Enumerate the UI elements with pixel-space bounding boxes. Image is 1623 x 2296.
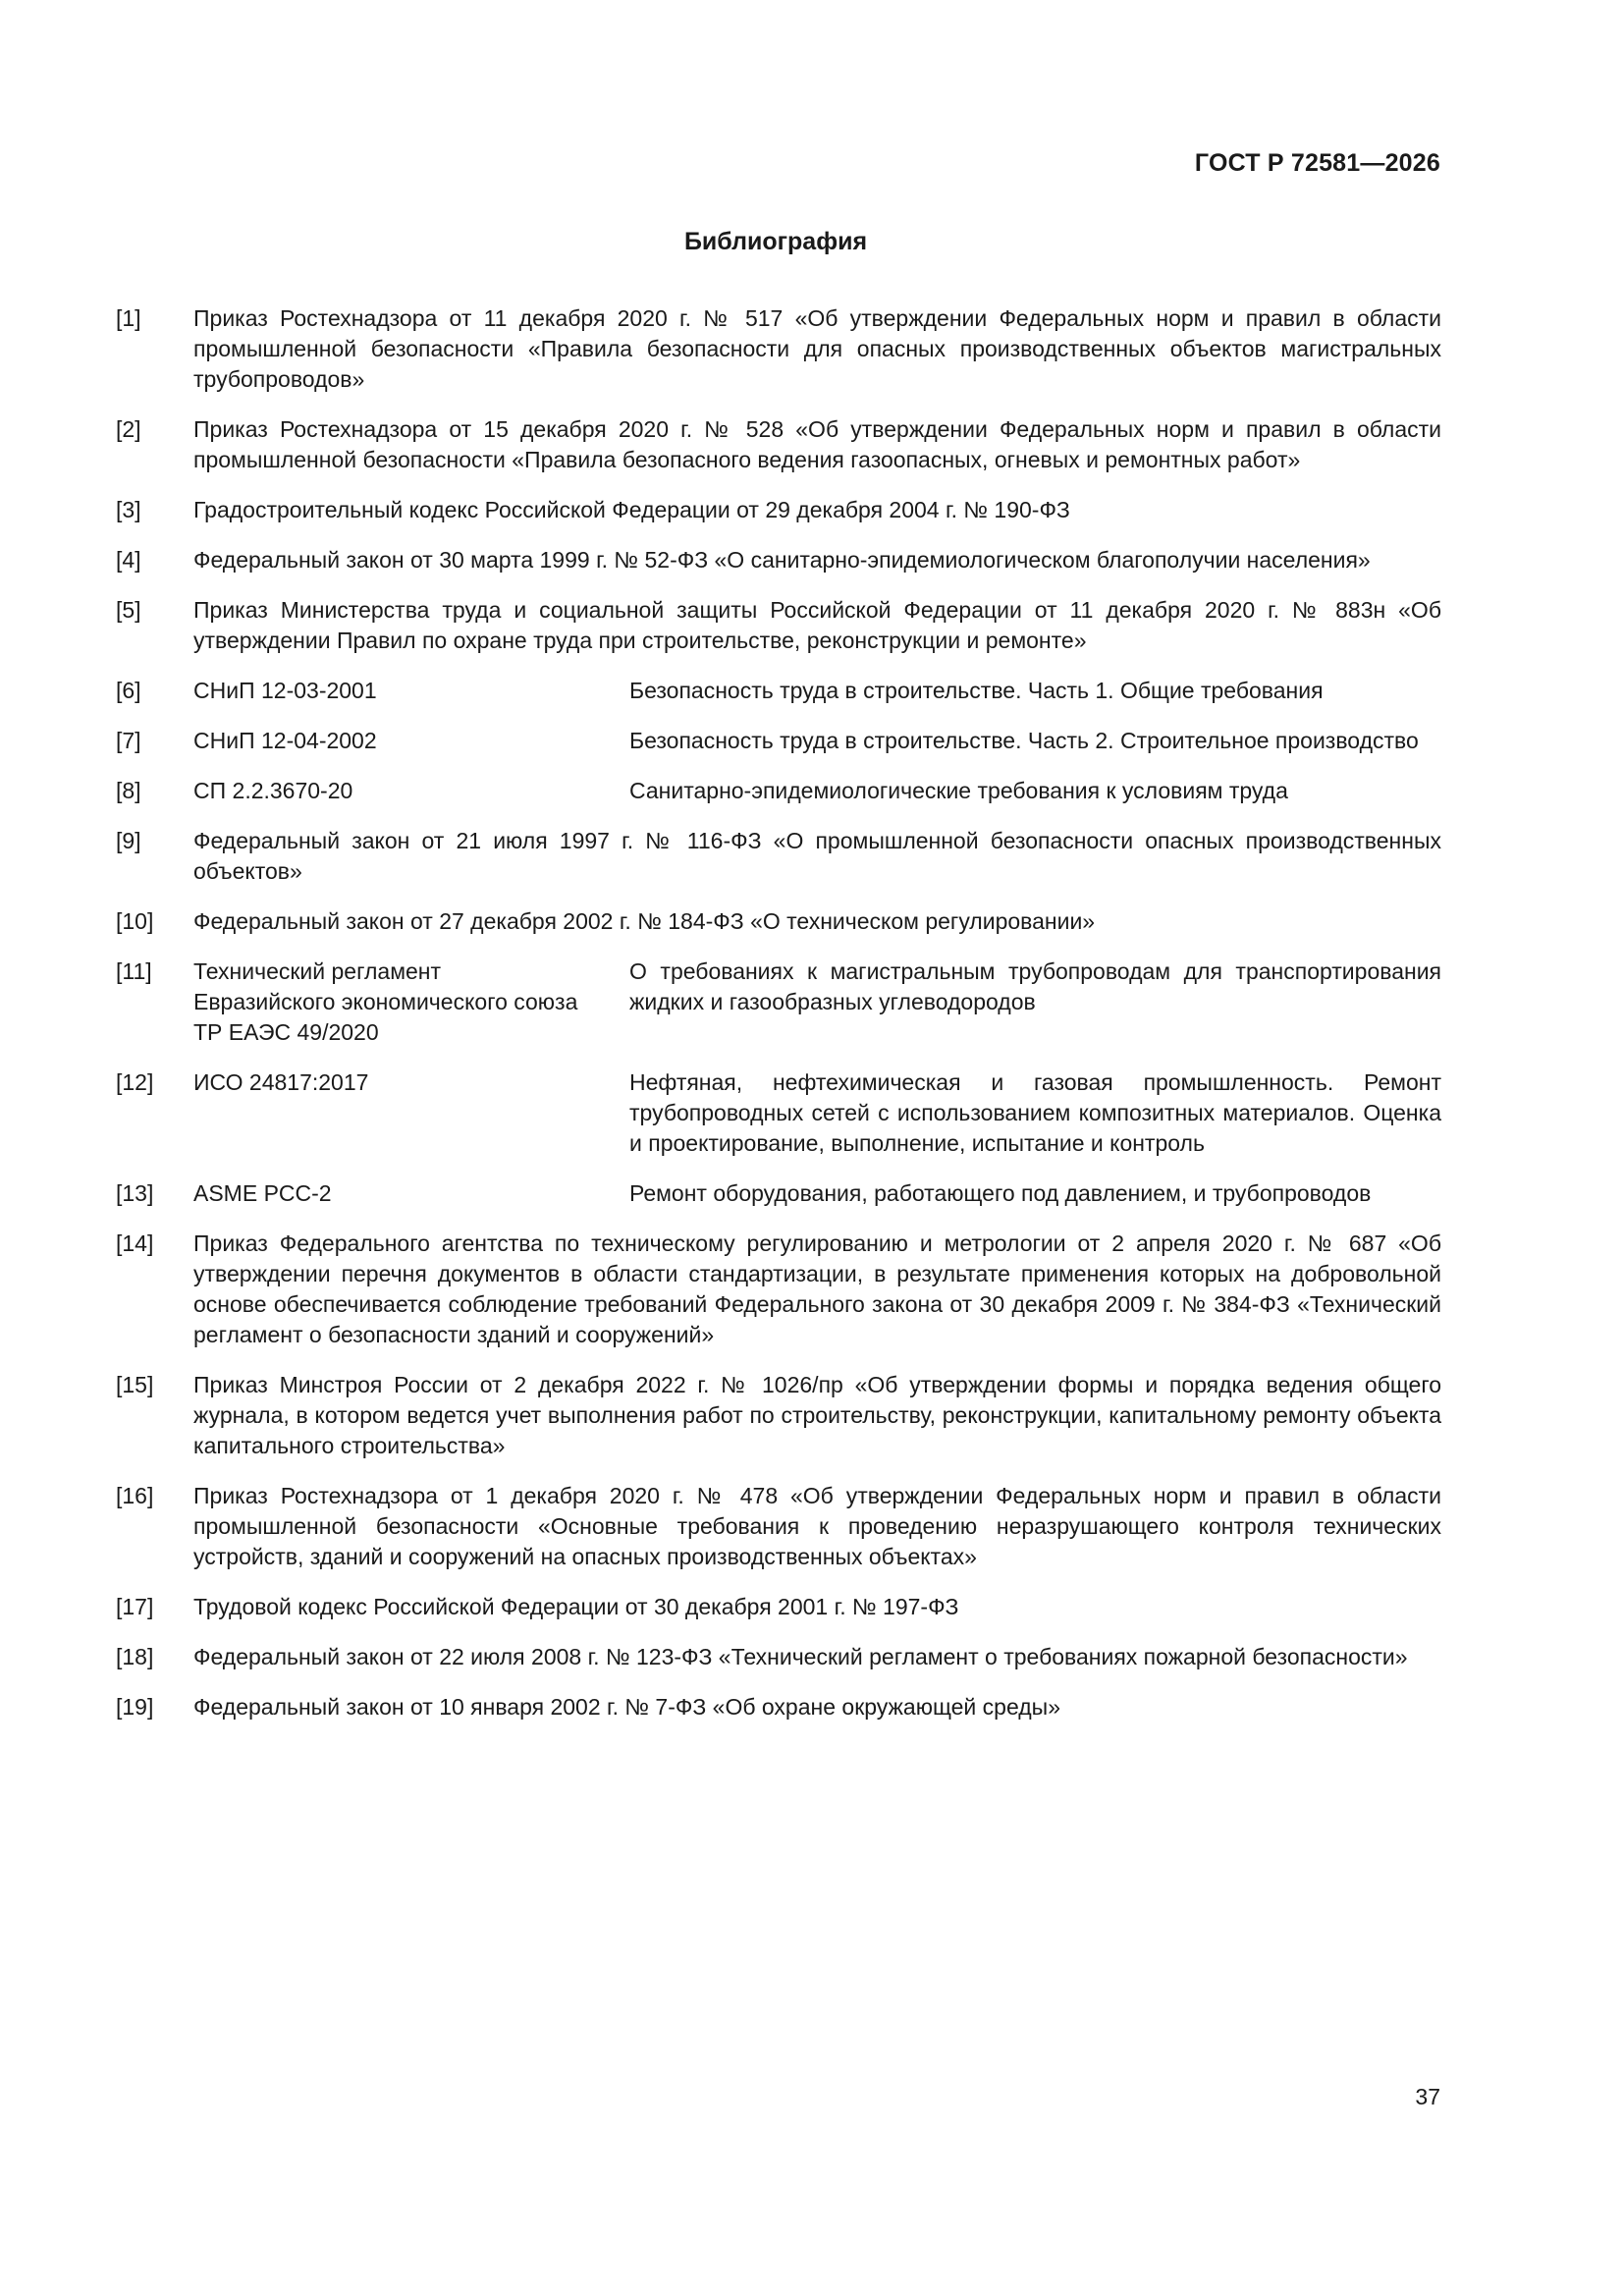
- entry-text: Трудовой кодекс Российской Федерации от 30 декабря 2001 г. № 197-ФЗ: [193, 1594, 959, 1619]
- bibliography-entry: [116, 1067, 1441, 1159]
- entry-code-line: СП 2.2.3670-20: [193, 778, 353, 803]
- bibliography-entry: [116, 303, 1441, 395]
- entry-text: Приказ Министерства труда и социальной защиты Российской Федерации от 11 декабря 2020 г. № 883н «Об утверждении Правил по охране труда при строительстве, реконструкции и ремонте»: [193, 597, 1441, 653]
- entry-text: Приказ Минстроя России от 2 декабря 2022 г. № 1026/пр «Об утверждении формы и порядка ведения общего журнала, в котором ведется учет выполнения работ по строительству, реконструкции, капитальному ремонту объекта капитального строительства»: [193, 1372, 1441, 1458]
- bibliography-entry: [116, 776, 1441, 806]
- entry-text: Приказ Ростехнадзора от 1 декабря 2020 г. № 478 «Об утверждении Федеральных норм и правил в области промышленной безопасности «Основные требования к проведению неразрушающего контроля технических устройств, зданий и сооружений на опасных производственных объектах»: [193, 1483, 1441, 1569]
- document-id-header: ГОСТ Р 72581—2026: [1194, 149, 1440, 177]
- entry-document-code: [193, 676, 629, 706]
- entry-text: Федеральный закон от 30 марта 1999 г. № 52-ФЗ «О санитарно-эпидемиологическом благополучии населения»: [193, 547, 1371, 573]
- entry-number: [2]: [116, 416, 141, 442]
- entry-text: Приказ Ростехнадзора от 15 декабря 2020 г. № 528 «Об утверждении Федеральных норм и правил в области промышленной безопасности «Правила безопасного ведения газоопасных, огневых и ремонтных работ»: [193, 416, 1441, 472]
- bibliography-entry: [116, 1178, 1441, 1209]
- page-title: Библиография: [683, 228, 868, 255]
- bibliography-entry: [116, 495, 1441, 525]
- entry-number: [15]: [116, 1372, 154, 1397]
- entry-number: [4]: [116, 547, 141, 573]
- bibliography-entry: [116, 906, 1441, 937]
- entry-number: [7]: [116, 728, 141, 753]
- entry-document-title: Безопасность труда в строительстве. Часть 2. Строительное производство: [629, 728, 1419, 753]
- entry-text: Приказ Федерального агентства по техническому регулированию и метрологии от 2 апреля 2020 г. № 687 «Об утверждении перечня документов в области стандартизации, в результате применения которых на добровольной основе обеспечивается соблюдение требований Федерального закона от 30 декабря 2009 г. № 384-ФЗ «Технический регламент о безопасности зданий и сооружений»: [193, 1230, 1441, 1347]
- entry-document-title: О требованиях к магистральным трубопроводам для транспортирования жидких и газообразных углеводородов: [629, 958, 1441, 1014]
- entry-text: Градостроительный кодекс Российской Федерации от 29 декабря 2004 г. № 190-ФЗ: [193, 497, 1070, 522]
- entry-number: [1]: [116, 305, 141, 331]
- bibliography-entry: [116, 1692, 1441, 1722]
- entry-code-line: ASME PCC-2: [193, 1180, 332, 1206]
- bibliography-entry: [116, 1642, 1441, 1672]
- bibliography-entry: [116, 545, 1441, 575]
- entry-document-code: [193, 1178, 629, 1209]
- entry-code-line: СНиП 12-03-2001: [193, 678, 377, 703]
- bibliography-entry: [116, 414, 1441, 475]
- entry-document-code: [193, 1067, 629, 1159]
- entry-number: [3]: [116, 497, 141, 522]
- entry-number: [11]: [116, 958, 152, 984]
- entry-number: [14]: [116, 1230, 154, 1256]
- entry-document-code: [193, 726, 629, 756]
- entry-document-title: Безопасность труда в строительстве. Часть 1. Общие требования: [629, 678, 1324, 703]
- bibliography-entry: [116, 1229, 1441, 1350]
- bibliography-list: [116, 303, 1441, 1742]
- bibliography-entry: [116, 726, 1441, 756]
- entry-code-line: СНиП 12-04-2002: [193, 728, 377, 753]
- entry-text: Федеральный закон от 22 июля 2008 г. № 123-ФЗ «Технический регламент о требованиях пожарной безопасности»: [193, 1644, 1408, 1669]
- entry-number: [8]: [116, 778, 141, 803]
- entry-number: [18]: [116, 1644, 154, 1669]
- bibliography-entry: [116, 826, 1441, 887]
- bibliography-entry: [116, 1592, 1441, 1622]
- entry-number: [19]: [116, 1694, 154, 1720]
- bibliography-entry: [116, 676, 1441, 706]
- entry-number: [5]: [116, 597, 141, 623]
- entry-document-code: [193, 776, 629, 806]
- entry-code-line: ТР ЕАЭС 49/2020: [193, 1019, 379, 1045]
- entry-number: [13]: [116, 1180, 154, 1206]
- entry-number: [6]: [116, 678, 141, 703]
- entry-text: Приказ Ростехнадзора от 11 декабря 2020 г. № 517 «Об утверждении Федеральных норм и правил в области промышленной безопасности «Правила безопасности для опасных производственных объектов магистральных трубопроводов»: [193, 305, 1441, 392]
- entry-number: [12]: [116, 1069, 154, 1095]
- bibliography-entry: [116, 595, 1441, 656]
- entry-text: Федеральный закон от 27 декабря 2002 г. № 184-ФЗ «О техническом регулировании»: [193, 908, 1096, 934]
- entry-code-line: Евразийского экономического союза: [193, 989, 578, 1014]
- bibliography-entry: [116, 1370, 1441, 1461]
- entry-text: Федеральный закон от 10 января 2002 г. № 7-ФЗ «Об охране окружающей среды»: [193, 1694, 1060, 1720]
- entry-number: [9]: [116, 828, 141, 853]
- entry-code-line: ИСО 24817:2017: [193, 1069, 369, 1095]
- bibliography-entry: [116, 957, 1441, 1048]
- entry-document-title: Нефтяная, нефтехимическая и газовая промышленность. Ремонт трубопроводных сетей с использованием композитных материалов. Оценка и проектирование, выполнение, испытание и контроль: [629, 1069, 1441, 1156]
- entry-text: Федеральный закон от 21 июля 1997 г. № 116-ФЗ «О промышленной безопасности опасных производственных объектов»: [193, 828, 1441, 884]
- page-number: 37: [1415, 2084, 1440, 2109]
- entry-number: [10]: [116, 908, 154, 934]
- entry-document-title: Ремонт оборудования, работающего под давлением, и трубопроводов: [629, 1180, 1372, 1206]
- entry-number: [16]: [116, 1483, 154, 1508]
- entry-document-title: Санитарно-эпидемиологические требования к условиям труда: [629, 778, 1288, 803]
- bibliography-entry: [116, 1481, 1441, 1572]
- entry-document-code: [193, 957, 629, 1048]
- entry-code-line: Технический регламент: [193, 958, 442, 984]
- entry-number: [17]: [116, 1594, 154, 1619]
